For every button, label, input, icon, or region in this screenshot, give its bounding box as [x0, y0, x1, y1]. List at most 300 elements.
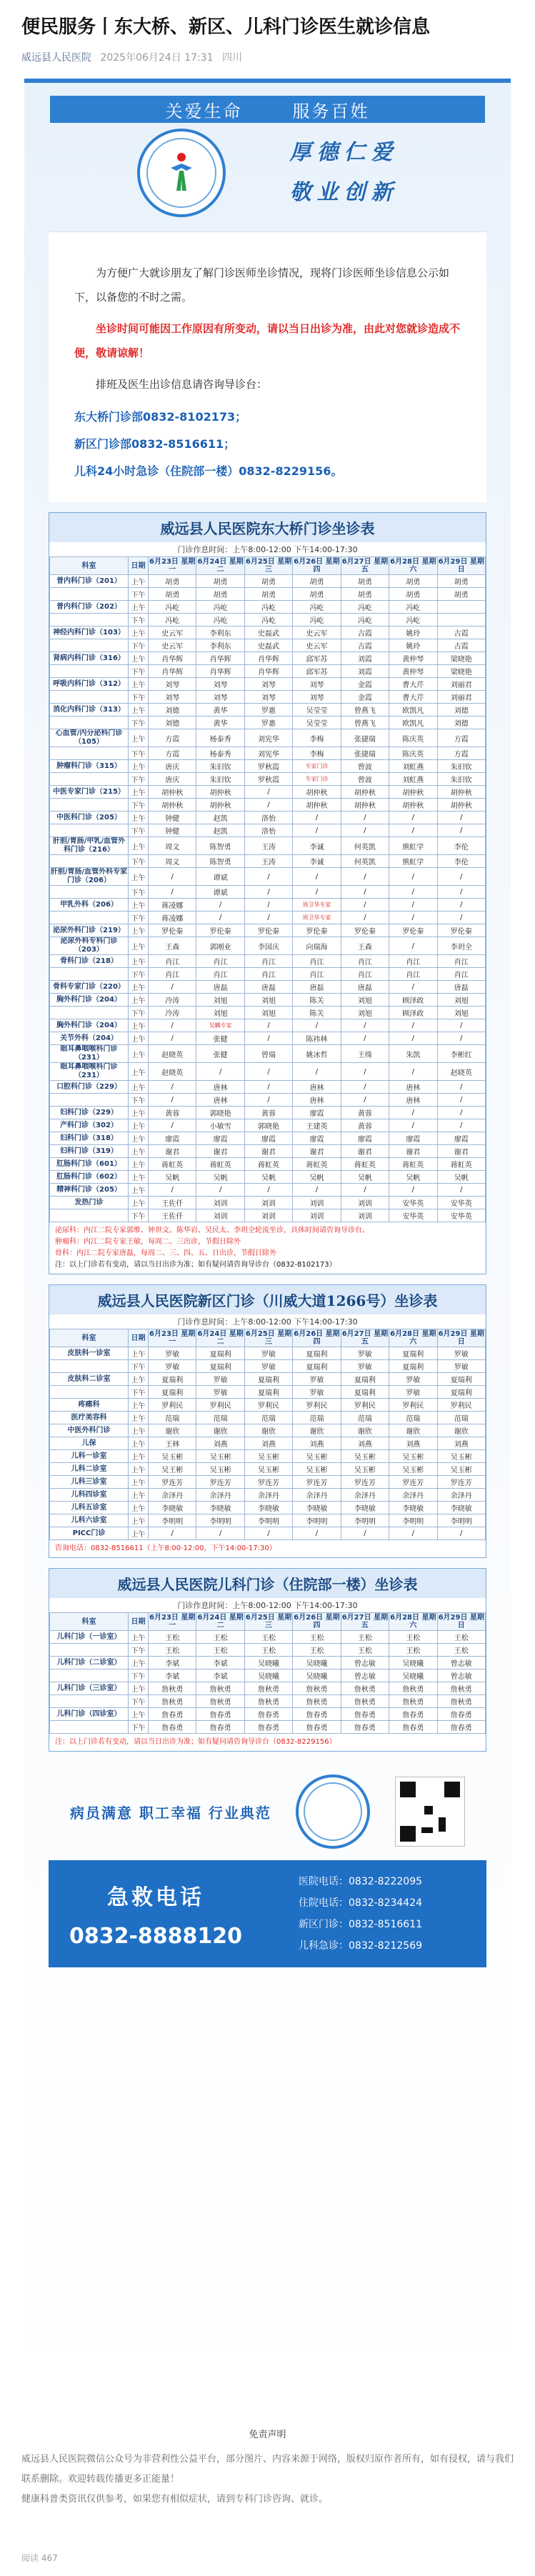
doctor-cell: 余泽丹 — [196, 1489, 244, 1502]
doctor-cell: 胡勇 — [149, 575, 196, 588]
doctor-cell: / — [341, 1094, 389, 1107]
dept-cell — [50, 1094, 129, 1107]
doctor-cell: 刘旭 — [244, 994, 292, 1007]
contact-hospital[interactable]: 医院电话：0832-8222095 — [299, 1876, 423, 1887]
period-cell: 上午 — [129, 1373, 149, 1386]
doctor-cell: 李诚 — [293, 837, 341, 855]
doctor-cell: 刘虹燕 — [389, 760, 437, 773]
doctor-cell: 胡仲秋 — [293, 799, 341, 812]
table-row — [50, 1347, 486, 1360]
doctor-cell: 吴王彬 — [149, 1463, 196, 1476]
doctor-cell: 曾波 — [341, 773, 389, 786]
article-header — [0, 0, 535, 64]
table-row — [50, 1669, 486, 1682]
table-row — [50, 747, 486, 760]
contact-xinqu[interactable]: 新区门诊：0832-8516611 — [299, 1919, 423, 1930]
period-cell: 上午 — [129, 704, 149, 717]
doctor-cell: 胡仲秋 — [196, 799, 244, 812]
doctor-cell: 廖霞 — [341, 1132, 389, 1145]
period-cell: 上午 — [129, 1476, 149, 1489]
disclaimer-heading: 免责声明 — [249, 2430, 286, 2440]
doctor-cell: 冯屹 — [244, 601, 292, 614]
doctor-cell: 吴玉彬 — [389, 1463, 437, 1476]
intro-paragraph: 为方便广大就诊朋友了解门诊医师坐诊情况，现将门诊医师坐诊信息公示如下，以备您的不时之需。 — [74, 266, 450, 304]
doctor-cell: 专家门诊 — [293, 773, 341, 786]
doctor-cell: 李梅 — [293, 729, 341, 747]
doctor-cell: 郭晓艳 — [244, 1119, 292, 1132]
doctor-cell: 刘旭 — [437, 994, 485, 1007]
doctor-cell: 赵凯 — [196, 824, 244, 837]
period-cell: 下午 — [129, 773, 149, 786]
doctor-cell: 朱旧钦 — [196, 760, 244, 773]
header-day: 6月25日 星期三 — [245, 558, 292, 574]
doctor-cell: 王松 — [437, 1644, 485, 1657]
doctor-cell: 李晓敏 — [196, 1502, 244, 1514]
table-row — [50, 652, 486, 665]
phone-dongdaqiao[interactable]: 东大桥门诊部0832-8102173； — [74, 410, 247, 424]
doctor-cell: 刘德 — [149, 704, 196, 717]
table-row — [50, 1644, 486, 1657]
emergency-title: 急救电话 — [107, 1884, 204, 1910]
doctor-cell: 刘训 — [196, 1197, 244, 1209]
doctor-cell: 蒋凌娜 — [149, 899, 196, 912]
doctor-cell: / — [244, 1063, 292, 1081]
doctor-cell: 刘旭 — [196, 994, 244, 1007]
doctor-cell: 王松 — [389, 1631, 437, 1644]
doctor-cell: / — [293, 1527, 341, 1540]
table-row — [50, 1682, 486, 1695]
doctor-cell: 张捷瑞 — [341, 729, 389, 747]
doctor-cell: 胡勇 — [389, 588, 437, 601]
note-line: 肿瘤科：内江二院专家王敏，每周二、三出诊，节假日除外 — [55, 1238, 241, 1246]
period-cell: 上午 — [129, 1708, 149, 1721]
period-cell: 上午 — [129, 812, 149, 824]
dept-cell: 发热门诊 — [50, 1197, 129, 1209]
logo-row — [24, 123, 511, 223]
doctor-cell: 詹春勇 — [196, 1708, 244, 1721]
disclaimer-body-2: 健康科普类资讯仅供参考，如果您有相似症状，请到专科门诊咨询、就诊。 — [21, 2494, 329, 2505]
band-slogan: 病员满意 职工幸福 行业典范 — [70, 1804, 271, 1822]
period-cell: 下午 — [129, 1386, 149, 1399]
doctor-cell: 金霞 — [341, 691, 389, 704]
dept-cell: 普内科门诊（201） — [50, 575, 129, 588]
doctor-cell: 李明明 — [244, 1514, 292, 1527]
article-meta — [21, 50, 514, 64]
table-row — [50, 729, 486, 747]
disclaimer — [21, 2425, 514, 2510]
doctor-cell: 罗连芳 — [389, 1476, 437, 1489]
doctor-cell: 吴晓曦 — [389, 1657, 437, 1669]
doctor-cell: 冯屹 — [293, 601, 341, 614]
doctor-cell: 李利东 — [196, 639, 244, 652]
doctor-cell: 吴玉彬 — [293, 1450, 341, 1463]
table-row — [50, 575, 486, 588]
doctor-cell: 唐磊 — [196, 981, 244, 994]
doctor-cell: / — [437, 1019, 485, 1032]
doctor-cell: 夏瑞利 — [389, 1360, 437, 1373]
doctor-cell: 罗敏 — [389, 1373, 437, 1386]
header-period: 日期 — [129, 1613, 149, 1631]
doctor-cell: / — [437, 1094, 485, 1107]
contact-pediatric-emergency[interactable]: 儿科急诊：0832-8212569 — [299, 1940, 423, 1952]
doctor-cell: 胡勇 — [244, 575, 292, 588]
dept-cell: 疼痛科 — [50, 1399, 129, 1412]
doctor-cell: 刘燕 — [196, 1437, 244, 1450]
doctor-cell: 詹秋勇 — [437, 1682, 485, 1695]
period-cell: 上午 — [129, 1424, 149, 1437]
doctor-cell: 余泽丹 — [437, 1489, 485, 1502]
period-cell: 下午 — [129, 614, 149, 626]
intro-text — [49, 231, 486, 502]
doctor-cell: 王松 — [244, 1631, 292, 1644]
doctor-cell: 刘燕 — [437, 1437, 485, 1450]
doctor-cell: 王绮 — [341, 1045, 389, 1063]
doctor-cell: 冯屹 — [389, 614, 437, 626]
doctor-cell: 黄蓉 — [341, 1107, 389, 1119]
doctor-cell: 詹春勇 — [389, 1708, 437, 1721]
doctor-cell: 蒋虹英 — [293, 1158, 341, 1171]
doctor-cell: 谢欣 — [293, 1424, 341, 1437]
table-title: 威远县人民医院儿科门诊（住院部一楼）坐诊表 — [49, 1569, 486, 1598]
doctor-cell: 洛怡 — [244, 824, 292, 837]
doctor-cell: 肖江 — [437, 955, 485, 968]
doctor-cell: 冯屹 — [149, 601, 196, 614]
motto-line-1: 厚德仁爱 — [289, 140, 399, 165]
doctor-cell: 肖华辉 — [149, 665, 196, 678]
doctor-cell: 蒋虹英 — [341, 1158, 389, 1171]
doctor-cell: 黄华 — [196, 704, 244, 717]
doctor-cell: 刘旭 — [341, 994, 389, 1007]
period-cell: 上午 — [129, 994, 149, 1007]
doctor-cell: 李明明 — [437, 1514, 485, 1527]
doctor-cell: 姚冰哲 — [293, 1045, 341, 1063]
doctor-cell: / — [341, 1081, 389, 1094]
doctor-cell: 古霞 — [437, 626, 485, 639]
doctor-cell: / — [437, 1107, 485, 1119]
table-title: 威远县人民医院新区门诊（川威大道1266号）坐诊表 — [49, 1285, 486, 1314]
doctor-cell: 廖霞 — [196, 1132, 244, 1145]
table-header-row — [50, 1613, 486, 1631]
doctor-cell: 王松 — [196, 1644, 244, 1657]
doctor-cell: 刘训 — [244, 1197, 292, 1209]
contact-inpatient[interactable]: 住院电话：0832-8234424 — [299, 1897, 423, 1909]
table-row — [50, 665, 486, 678]
header-day: 6月27日 星期五 — [341, 1614, 389, 1629]
doctor-cell: / — [437, 899, 485, 912]
doctor-cell: / — [389, 868, 437, 886]
doctor-cell: 李晓敏 — [293, 1502, 341, 1514]
dept-cell: 眼耳鼻咽喉科门诊（231） — [50, 1063, 129, 1081]
doctor-cell: 罗敏 — [341, 1347, 389, 1360]
doctor-cell: 安华英 — [389, 1209, 437, 1222]
doctor-cell: 周文 — [149, 837, 196, 855]
doctor-cell: 吴玉彬 — [244, 1463, 292, 1476]
doctor-cell: 唐林 — [389, 1094, 437, 1107]
doctor-cell: 王松 — [389, 1644, 437, 1657]
period-cell: 上午 — [129, 1119, 149, 1132]
doctor-cell: 夏瑞利 — [341, 1386, 389, 1399]
table-row — [50, 704, 486, 717]
table-row — [50, 717, 486, 729]
doctor-cell: 刘燕 — [244, 1437, 292, 1450]
doctor-cell: 唐磊 — [437, 981, 485, 994]
table-row — [50, 588, 486, 601]
dept-cell — [50, 691, 129, 704]
dept-cell — [50, 1209, 129, 1222]
qr-code-icon[interactable] — [395, 1777, 465, 1847]
table-row — [50, 1094, 486, 1107]
doctor-cell: 专家门诊 — [293, 760, 341, 773]
period-cell: 上午 — [129, 678, 149, 691]
doctor-cell: 曾燕飞 — [341, 717, 389, 729]
doctor-cell: 谢欣 — [196, 1424, 244, 1437]
doctor-cell: 刘丽君 — [437, 691, 485, 704]
dept-cell: 儿科一诊室 — [50, 1450, 129, 1463]
doctor-cell: 罗敏 — [389, 1386, 437, 1399]
doctor-cell: 罗连芳 — [293, 1476, 341, 1489]
doctor-cell: 小敏雪 — [196, 1119, 244, 1132]
doctor-cell: 冷涛 — [149, 994, 196, 1007]
doctor-cell: 冯屹 — [196, 601, 244, 614]
doctor-cell: 刘虹燕 — [389, 773, 437, 786]
doctor-cell: 李诚 — [293, 855, 341, 868]
doctor-cell: 肖江 — [341, 955, 389, 968]
doctor-cell: / — [149, 1527, 196, 1540]
period-cell: 上午 — [129, 760, 149, 773]
doctor-cell: 杨泰秀 — [196, 747, 244, 760]
doctor-cell: 邱军苏 — [293, 652, 341, 665]
header-day: 6月23日 星期一 — [149, 558, 196, 574]
note-line: 泌尿科：内江二院专家郭维、钟世文、陈华岩、吴民太、李玥全轮流坐诊，具体时间请咨询导诊台。 — [55, 1227, 369, 1234]
doctor-cell: 罗利民 — [437, 1399, 485, 1412]
doctor-cell: 詹秋勇 — [196, 1695, 244, 1708]
doctor-cell: / — [149, 981, 196, 994]
doctor-cell: 詹春勇 — [389, 1721, 437, 1734]
table-row — [50, 626, 486, 639]
doctor-cell: 肖江 — [149, 968, 196, 981]
doctor-cell: 廖霞 — [389, 1132, 437, 1145]
phone-xinqu[interactable]: 新区门诊部0832-8516611； — [74, 437, 236, 451]
doctor-cell: 胡仲秋 — [341, 786, 389, 799]
header-day: 6月28日 星期六 — [390, 558, 436, 574]
doctor-cell: 王森 — [341, 937, 389, 955]
table-row — [50, 899, 486, 912]
doctor-cell: 詹秋勇 — [196, 1682, 244, 1695]
doctor-cell: / — [437, 1081, 485, 1094]
doctor-cell: 姚玲 — [389, 626, 437, 639]
table-notes — [49, 1222, 486, 1274]
doctor-cell: 罗利民 — [341, 1399, 389, 1412]
doctor-cell: 刘燕 — [341, 1437, 389, 1450]
slogan-right: 服务百姓 — [292, 101, 370, 121]
doctor-cell: 陈关 — [293, 1007, 341, 1019]
doctor-cell: 吴玉彬 — [196, 1463, 244, 1476]
table-subtitle: 门诊作息时间：上午8:00-12:00 下午14:00-17:30 — [177, 1317, 358, 1327]
doctor-cell: 唐林 — [293, 1081, 341, 1094]
doctor-cell: 王松 — [244, 1644, 292, 1657]
doctor-cell: 夏瑞利 — [293, 1360, 341, 1373]
doctor-cell: 肖江 — [293, 955, 341, 968]
doctor-cell: / — [244, 1094, 292, 1107]
doctor-cell: 夏瑞利 — [389, 1347, 437, 1360]
doctor-cell: 肖江 — [196, 955, 244, 968]
doctor-cell: 詹秋勇 — [244, 1682, 292, 1695]
doctor-cell: 胡勇 — [293, 575, 341, 588]
table-subtitle: 门诊作息时间：上午8:00-12:00 下午14:00-17:30 — [177, 1601, 358, 1610]
doctor-cell: 唐磊 — [244, 981, 292, 994]
period-cell: 上午 — [129, 626, 149, 639]
dept-cell — [50, 886, 129, 899]
dept-cell — [50, 1721, 129, 1734]
doctor-cell: 唐庆 — [149, 760, 196, 773]
doctor-cell: / — [293, 868, 341, 886]
period-cell: 上午 — [129, 786, 149, 799]
dept-cell — [50, 799, 129, 812]
header-day: 6月27日 星期五 — [341, 558, 389, 574]
doctor-cell: / — [244, 786, 292, 799]
doctor-cell: 余泽丹 — [389, 1489, 437, 1502]
table-header-row — [50, 1329, 486, 1347]
doctor-cell: 谢君 — [196, 1145, 244, 1158]
doctor-cell: / — [244, 899, 292, 912]
doctor-cell: 周卫华专家 — [293, 912, 341, 924]
period-cell: 上午 — [129, 1682, 149, 1695]
period-cell: 下午 — [129, 1094, 149, 1107]
doctor-cell: / — [341, 886, 389, 899]
hospital-motto — [290, 133, 399, 213]
dept-cell — [50, 614, 129, 626]
doctor-cell: / — [389, 899, 437, 912]
doctor-cell: 范瑞 — [196, 1412, 244, 1424]
doctor-cell: 李晓敏 — [389, 1502, 437, 1514]
doctor-cell: 李晓敏 — [149, 1502, 196, 1514]
doctor-cell: 方霞 — [437, 729, 485, 747]
account-name-link[interactable]: 威远县人民医院 — [21, 52, 91, 64]
dept-cell: 肛肠科门诊（601） — [50, 1158, 129, 1171]
doctor-cell: / — [389, 912, 437, 924]
doctor-cell: / — [196, 1063, 244, 1081]
doctor-cell: 方霞 — [149, 729, 196, 747]
doctor-cell: 方霞 — [437, 747, 485, 760]
emergency-number[interactable]: 0832-8888120 — [69, 1923, 243, 1949]
dept-cell — [50, 824, 129, 837]
doctor-cell: 吴帆 — [196, 1171, 244, 1184]
table-row — [50, 786, 486, 799]
doctor-cell: 夏瑞利 — [293, 1347, 341, 1360]
doctor-cell: / — [389, 1184, 437, 1197]
doctor-cell: 胡仲秋 — [149, 799, 196, 812]
header-day: 6月27日 星期五 — [341, 1330, 389, 1346]
doctor-cell: / — [341, 824, 389, 837]
table-row — [50, 601, 486, 614]
doctor-cell: / — [244, 1081, 292, 1094]
doctor-cell: 谢欣 — [244, 1424, 292, 1437]
hospital-logo-icon — [296, 1774, 370, 1849]
doctor-cell: / — [149, 1081, 196, 1094]
doctor-cell: 廖霞 — [437, 1132, 485, 1145]
doctor-cell: 吴帆 — [341, 1171, 389, 1184]
doctor-cell: 夏瑞利 — [196, 1347, 244, 1360]
doctor-cell: 刘宪华 — [244, 747, 292, 760]
dept-cell — [50, 1386, 129, 1399]
doctor-cell: 詹秋勇 — [293, 1682, 341, 1695]
doctor-cell: 谢君 — [341, 1145, 389, 1158]
doctor-cell: 李晓敏 — [341, 1502, 389, 1514]
doctor-cell: 郭晓艳 — [196, 1107, 244, 1119]
doctor-cell: 吴玉彬 — [437, 1450, 485, 1463]
doctor-cell: 唐庆 — [149, 773, 196, 786]
article-title: 便民服务丨东大桥、新区、儿科门诊医生就诊信息 — [21, 16, 431, 38]
doctor-cell: 古霞 — [341, 626, 389, 639]
doctor-cell: 吴帆 — [293, 1171, 341, 1184]
note-line: 注：以上门诊若有变动，请以当日出诊为准；如有疑问请咨询导诊台（0832-8229156） — [55, 1738, 336, 1746]
dept-cell: 精神科门诊（205） — [50, 1184, 129, 1197]
schedule-table-xinqu — [49, 1284, 486, 1558]
doctor-cell: 范瑞 — [389, 1412, 437, 1424]
hospital-logo-icon — [137, 129, 226, 217]
doctor-cell: 吴帆 — [149, 1171, 196, 1184]
doctor-cell: / — [293, 812, 341, 824]
doctor-cell: 唐林 — [293, 1094, 341, 1107]
doctor-cell: 蒋虹英 — [437, 1158, 485, 1171]
dept-cell: 胸外科门诊（204） — [50, 994, 129, 1007]
header-period: 日期 — [129, 557, 149, 575]
dept-cell: 儿科四诊室 — [50, 1489, 129, 1502]
table-row — [50, 614, 486, 626]
doctor-cell: 朱旧钦 — [437, 760, 485, 773]
doctor-cell: 冯屹 — [341, 614, 389, 626]
doctor-cell: 廖霞 — [244, 1132, 292, 1145]
dept-cell: 皮肤科一诊室 — [50, 1347, 129, 1360]
period-cell: 上午 — [129, 1045, 149, 1063]
doctor-cell: 罗敏 — [149, 1360, 196, 1373]
dept-cell — [50, 968, 129, 981]
doctor-cell: / — [149, 1184, 196, 1197]
table-row — [50, 1119, 486, 1132]
doctor-cell: 詹春勇 — [293, 1721, 341, 1734]
doctor-cell: 陈庆英 — [389, 729, 437, 747]
doctor-cell: 詹春勇 — [437, 1721, 485, 1734]
doctor-cell: 谢欣 — [389, 1424, 437, 1437]
doctor-cell: 刘霞 — [341, 652, 389, 665]
doctor-cell: 张健 — [196, 1045, 244, 1063]
table-row — [50, 1184, 486, 1197]
doctor-cell: 蒋虹英 — [244, 1158, 292, 1171]
doctor-cell: 吴帆 — [437, 1171, 485, 1184]
period-cell: 上午 — [129, 1019, 149, 1032]
doctor-cell: 李彬红 — [437, 1045, 485, 1063]
doctor-cell: 夏瑞利 — [244, 1386, 292, 1399]
header-day: 6月26日 星期四 — [294, 1330, 340, 1346]
header-day: 6月26日 星期四 — [294, 558, 340, 574]
note-line: 骨科：内江二院专家唐磊，每周二、三、四、五、日出诊，节假日除外 — [55, 1249, 276, 1257]
dept-cell — [50, 717, 129, 729]
table-title: 威远县人民医院东大桥门诊坐诊表 — [49, 513, 486, 542]
doctor-cell: 顾泽政 — [389, 994, 437, 1007]
period-cell: 上午 — [129, 652, 149, 665]
doctor-cell: 詹春勇 — [293, 1708, 341, 1721]
phone-pediatrics[interactable]: 儿科24小时急诊（住院部一楼）0832-8229156。 — [74, 464, 343, 478]
doctor-cell: 吴玉彬 — [149, 1450, 196, 1463]
doctor-cell: 王松 — [293, 1631, 341, 1644]
doctor-cell: 金霞 — [341, 678, 389, 691]
period-cell: 上午 — [129, 1412, 149, 1424]
doctor-cell: 胡勇 — [149, 588, 196, 601]
doctor-cell: 李玥全 — [437, 937, 485, 955]
doctor-cell: 余泽丹 — [149, 1489, 196, 1502]
doctor-cell: 吴玉彬 — [244, 1450, 292, 1463]
doctor-cell: / — [244, 912, 292, 924]
